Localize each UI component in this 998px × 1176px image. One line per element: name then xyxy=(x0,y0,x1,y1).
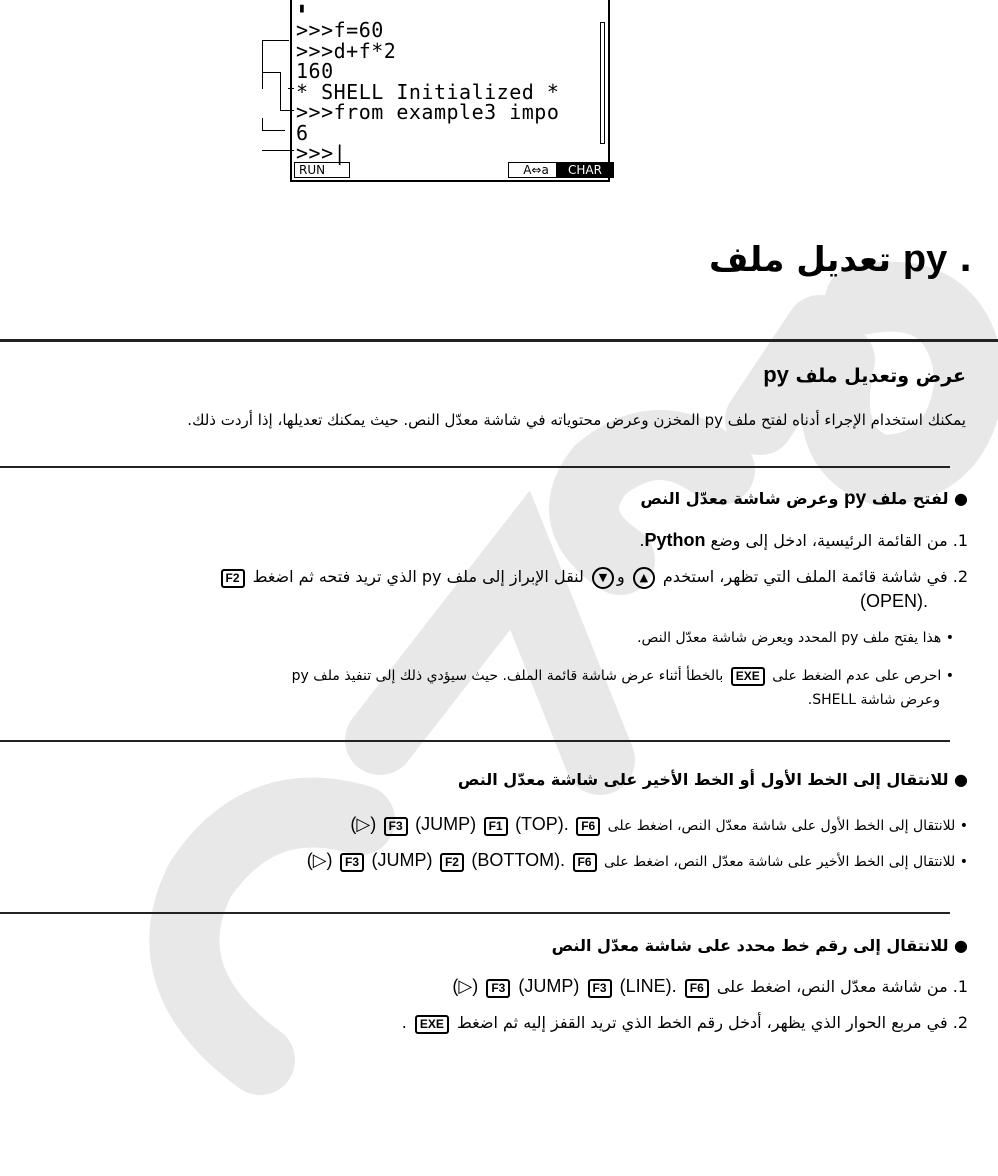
f6-key-icon: F6 xyxy=(576,817,600,836)
section-divider xyxy=(0,912,950,914)
right-arrow-label: (▷) xyxy=(306,850,333,870)
jl-step1-text: 1. من شاشة معدّل النص، اضغط على xyxy=(716,977,968,996)
title-dot: . xyxy=(959,240,972,280)
page-title xyxy=(709,238,972,281)
calculator-screen xyxy=(290,0,610,182)
step2-and: و xyxy=(616,567,625,586)
shell-line: >>>f=60 xyxy=(296,18,384,42)
step2-text-a: 2. في شاشة قائمة الملف التي تظهر، استخدم xyxy=(662,567,968,586)
step1-end: . xyxy=(639,531,645,550)
open-title-b: وعرض شاشة معدّل النص xyxy=(640,489,839,508)
right-arrow-label: (▷) xyxy=(452,976,479,996)
section-title xyxy=(763,362,966,388)
top-label: (TOP). xyxy=(515,814,569,834)
case-toggle-softkey[interactable]: A⇔a xyxy=(508,162,564,178)
open-note-2: • احرص على عدم الضغط على EXE بالخطأ أثناء عرض شاشة قائمة الملف. حيث سيؤدي ذلك إلى تنفيذ ملف py وعرض شاشة SHELL. xyxy=(291,668,954,708)
jump-title: ● للانتقال إلى الخط الأول أو الخط الأخير على شاشة معدّل النص xyxy=(457,770,968,789)
leader-line xyxy=(262,72,281,111)
shell-line: 6 xyxy=(296,120,309,145)
open-file-title: ● لفتح ملف py وعرض شاشة معدّل النص xyxy=(640,488,968,509)
leader-line xyxy=(262,150,294,151)
leader-line xyxy=(262,118,285,131)
shell-line: * SHELL Initialized * xyxy=(296,79,560,104)
open-title-a: لفتح ملف xyxy=(871,489,949,508)
jump-top-line: • للانتقال إلى الخط الأول على شاشة معدّل النص، اضغط على F6 (▷) F3 (JUMP) F1 (TOP). xyxy=(350,814,968,834)
exe-key-icon: EXE xyxy=(731,667,765,686)
jump-line-step-1 xyxy=(48,974,968,999)
f3-key-icon: F3 xyxy=(486,979,510,998)
bottom-label: (BOTTOM). xyxy=(471,850,566,870)
section-divider xyxy=(0,339,998,342)
f6-key-icon: F6 xyxy=(685,979,709,998)
jump-label: (JUMP) xyxy=(518,976,580,996)
jump-bottom-line: • للانتقال إلى الخط الأخير على شاشة معدّل النص، اضغط على F6 (▷) F3 (JUMP) F2 (BOTTOM). xyxy=(306,850,968,870)
step1-text: 1. من القائمة الرئيسية، ادخل إلى وضع xyxy=(710,531,968,550)
step2-text-c: لنقل الإبراز إلى ملف py الذي تريد فتحه ثم اضغط xyxy=(252,567,584,586)
section-divider xyxy=(0,466,950,468)
shell-prompt: >>>| xyxy=(296,141,347,165)
jl-step2-end: . xyxy=(401,1013,407,1032)
shell-lines xyxy=(296,20,596,164)
note2-text-b: بالخطأ أثناء عرض شاشة قائمة الملف. حيث سيؤدي ذلك إلى تنفيذ ملف py xyxy=(291,668,724,684)
title-arabic: تعديل ملف xyxy=(709,240,892,280)
jump-label: (JUMP) xyxy=(415,814,477,834)
up-arrow-key-icon: ▲ xyxy=(633,567,655,589)
f3-key-icon: F3 xyxy=(588,979,612,998)
title-py: py xyxy=(902,238,948,280)
jump-title-text: للانتقال إلى الخط الأول أو الخط الأخير على شاشة معدّل النص xyxy=(457,770,949,789)
jump-line-title: ● للانتقال إلى رقم خط محدد على شاشة معدّل النص xyxy=(551,936,968,955)
section-divider xyxy=(0,740,950,742)
section-title-py: py xyxy=(763,362,789,387)
f3-key-icon: F3 xyxy=(340,853,364,872)
f2-key-icon: F2 xyxy=(440,853,464,872)
function-key-bar xyxy=(294,162,606,178)
note2-text-a: احرص على عدم الضغط على xyxy=(772,668,942,684)
jump-line-title-text: للانتقال إلى رقم خط محدد على شاشة معدّل النص xyxy=(551,936,949,955)
open-step-1 xyxy=(48,528,968,553)
shell-line: 160 xyxy=(296,59,334,83)
leader-line xyxy=(280,110,294,111)
jump-label: (JUMP) xyxy=(371,850,433,870)
down-arrow-key-icon: ▼ xyxy=(592,567,614,589)
open-label: (OPEN). xyxy=(859,591,928,611)
scrollbar[interactable] xyxy=(600,22,605,144)
f3-key-icon: F3 xyxy=(384,817,408,836)
open-step-2 xyxy=(48,564,968,614)
run-softkey[interactable]: RUN xyxy=(294,162,350,178)
f1-key-icon: F1 xyxy=(484,817,508,836)
python-mode-label: Python xyxy=(644,530,706,550)
note2-text-c: وعرض شاشة SHELL. xyxy=(807,692,940,708)
intro-paragraph: يمكنك استخدام الإجراء أدناه لفتح ملف py المخزن وعرض محتوياته في شاشة معدّل النص. حيث يمكنك تعديلها، إذا أردت ذلك. xyxy=(187,411,966,429)
exe-key-icon: EXE xyxy=(415,1015,449,1034)
jump-line-step-2 xyxy=(48,1010,968,1035)
jump-bottom-text: للانتقال إلى الخط الأخير على شاشة معدّل النص، اضغط على xyxy=(603,854,956,870)
right-arrow-label: (▷) xyxy=(350,814,377,834)
shell-line: >>>d+f*2 xyxy=(296,38,397,63)
shell-line: >>>from example3 impo xyxy=(296,100,560,124)
jump-top-text: للانتقال إلى الخط الأول على شاشة معدّل النص، اضغط على xyxy=(607,818,956,834)
note1-text: هذا يفتح ملف py المحدد ويعرض شاشة معدّل النص. xyxy=(637,630,942,646)
section-title-ar: عرض وتعديل ملف xyxy=(795,365,966,387)
f2-key-icon: F2 xyxy=(221,569,245,588)
f6-key-icon: F6 xyxy=(573,853,597,872)
leader-line xyxy=(288,88,294,89)
open-title-py: py xyxy=(844,488,867,509)
line-label: (LINE). xyxy=(619,976,677,996)
jl-step2-text: 2. في مربع الحوار الذي يظهر، أدخل رقم الخط الذي تريد القفز إليه ثم اضغط xyxy=(456,1013,968,1032)
open-note-1: • هذا يفتح ملف py المحدد ويعرض شاشة معدّل النص. xyxy=(637,630,954,646)
battery-icon: ▮ xyxy=(298,1,306,16)
char-softkey[interactable]: CHAR xyxy=(556,162,614,178)
